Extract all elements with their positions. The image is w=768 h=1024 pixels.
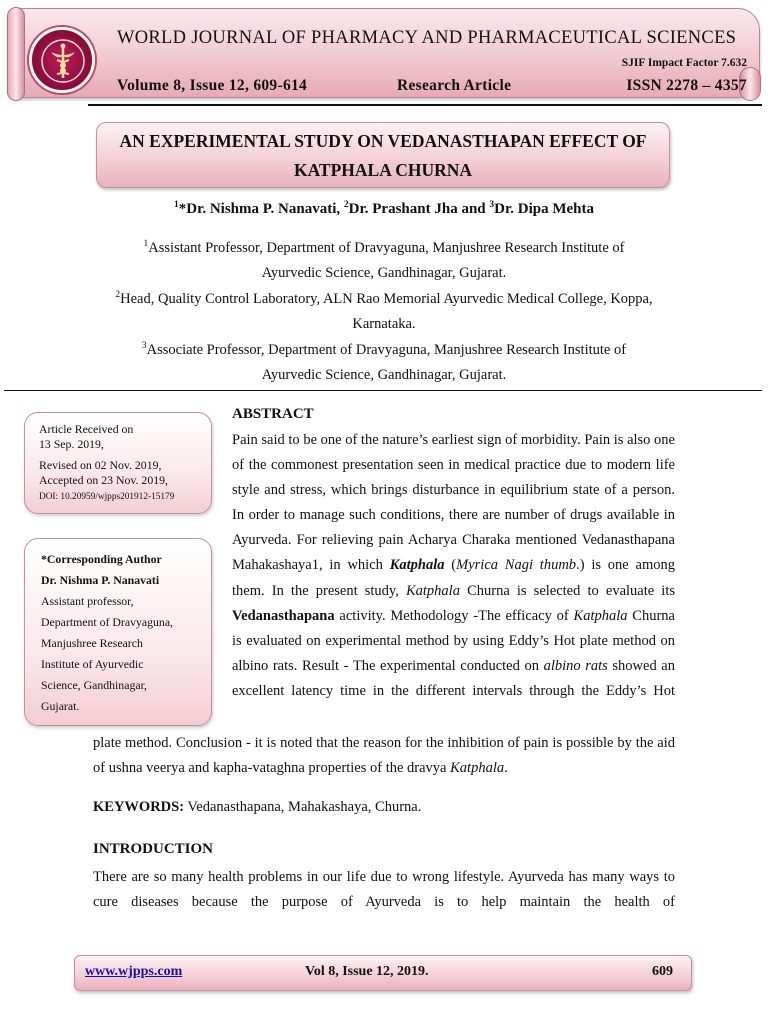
corresponding-author-line: Department of Dravyaguna, xyxy=(41,615,174,629)
header-divider xyxy=(88,104,762,106)
corresponding-author-line: Gujarat. xyxy=(41,699,80,713)
author-2: Dr. Prashant Jha and xyxy=(348,201,490,217)
abstract-fragment: activity. Methodology -The efficacy of xyxy=(334,607,574,624)
abstract-fragment: plate method. Conclusion - it is noted that the reason for the inhibition of pain is possible by the aid of ushna veerya and kapha-vataghna properties of the dravya xyxy=(93,735,675,777)
revised-date: Revised on 02 Nov. 2019, xyxy=(39,458,162,472)
abstract-term-vedanasthapana: Vedanasthapana xyxy=(232,607,335,624)
corresponding-author-line: Assistant professor, xyxy=(41,594,134,608)
abstract-term-katphala: Katphala xyxy=(450,760,505,777)
abstract-fragment: Churna is selected to evaluate its xyxy=(459,582,675,599)
page-footer xyxy=(74,955,692,991)
issn: ISSN 2278 – 4357 xyxy=(626,77,747,94)
abstract-text-narrow xyxy=(232,428,675,704)
abstract-fragment: Churna is evaluated on experimental method by using Eddy’s Hot plate method on albino rats. Result - The experimental conducted on xyxy=(232,607,675,674)
affiliation-2-sup: 2 xyxy=(115,290,121,300)
introduction-text: There are so many health problems in our life due to wrong lifestyle. Ayurveda has many ways to cure diseases because the purpose of Ayurveda is to help maintain the health of xyxy=(93,869,675,911)
affiliation-3-line-2: Ayurvedic Science, Gandhinagar, Gujarat. xyxy=(261,366,507,383)
author-1: *Dr. Nishma P. Nanavati, xyxy=(178,201,344,217)
corresponding-author-line: Science, Gandhinagar, xyxy=(41,678,147,692)
journal-logo xyxy=(29,27,95,93)
article-title-line-2: KATPHALA CHURNA xyxy=(293,160,473,180)
abstract-term-katphala: Katphala xyxy=(405,582,460,599)
article-title-box xyxy=(96,122,670,188)
corresponding-author-line: Manjushree Research xyxy=(41,636,143,650)
page-number: 609 xyxy=(652,964,673,979)
corresponding-author-name: Dr. Nishma P. Nanavati xyxy=(41,573,160,587)
introduction-heading: INTRODUCTION xyxy=(93,841,214,857)
affiliation-1 xyxy=(80,232,688,286)
affiliation-2-line-2: Karnataka. xyxy=(352,315,416,332)
section-divider xyxy=(4,390,762,391)
author-1-sup: 1 xyxy=(173,200,179,210)
affiliation-2-line-1: Head, Quality Control Laboratory, ALN Rao Memorial Ayurvedic Medical College, Koppa, xyxy=(120,290,653,307)
impact-factor: SJIF Impact Factor 7.632 xyxy=(621,57,747,69)
keywords-label: KEYWORDS: xyxy=(93,799,185,815)
abstract-text-wide xyxy=(93,731,675,781)
corresponding-author-box xyxy=(24,538,212,726)
affiliation-3 xyxy=(80,334,688,388)
abstract-heading: ABSTRACT xyxy=(232,406,314,422)
abstract-term-katphala: Katphala xyxy=(389,557,445,574)
abstract-fragment: Pain said to be one of the nature’s earliest sign of morbidity. Pain is also one of the commonest presentation seen in medical practice due to modern life style and stress, which brings disturbance in equilibrium state of a person. In order to manage such conditions, there are number of drugs available in Ayurveda. For relieving pain Acharya Charaka mentioned Vedanasthapana Mahakashaya1, in which xyxy=(232,432,675,574)
abstract-term-albino-rats: albino rats xyxy=(543,657,608,674)
journal-header-banner xyxy=(8,8,760,98)
doi[interactable]: DOI: 10.20959/wjpps201912-15179 xyxy=(39,492,175,502)
footer-volume: Vol 8, Issue 12, 2019. xyxy=(305,964,429,979)
abstract-fragment: . xyxy=(504,760,508,777)
abstract-fragment: ( xyxy=(444,557,457,574)
journal-title: WORLD JOURNAL OF PHARMACY AND PHARMACEUTICAL SCIENCES xyxy=(117,28,737,48)
abstract-fragment: .) is one among them. In the present study, xyxy=(232,557,675,599)
corresponding-author-line: Institute of Ayurvedic xyxy=(41,657,144,671)
keywords-text: Vedanasthapana, Mahakashaya, Churna. xyxy=(184,799,422,815)
author-3: Dr. Dipa Mehta xyxy=(494,201,594,217)
affiliation-2 xyxy=(80,283,688,337)
abstract-term-myrica: Myrica Nagi thumb xyxy=(456,557,577,574)
received-label: Article Received on xyxy=(39,422,134,436)
corresponding-author-label: *Corresponding Author xyxy=(41,552,162,566)
affiliation-1-line-1: Assistant Professor, Department of Dravyaguna, Manjushree Research Institute of xyxy=(148,239,625,256)
author-list xyxy=(0,200,768,218)
affiliation-1-sup: 1 xyxy=(143,239,149,249)
article-type: Research Article xyxy=(397,77,512,94)
article-title-line-1: AN EXPERIMENTAL STUDY ON VEDANASTHAPAN EFFECT OF xyxy=(119,131,647,151)
caduceus-icon xyxy=(40,38,86,84)
keywords xyxy=(93,799,421,816)
affiliation-3-sup: 3 xyxy=(141,341,147,351)
author-2-sup: 2 xyxy=(343,200,349,210)
article-dates-box xyxy=(24,412,212,514)
accepted-date: Accepted on 23 Nov. 2019, xyxy=(39,473,168,487)
affiliation-1-line-2: Ayurvedic Science, Gandhinagar, Gujarat. xyxy=(261,264,507,281)
received-date: 13 Sep. 2019, xyxy=(39,437,104,451)
volume-info: Volume 8, Issue 12, 609-614 xyxy=(117,77,308,94)
abstract-term-katphala: Katphala xyxy=(573,607,628,624)
scroll-roll-left xyxy=(7,7,25,101)
abstract-fragment: showed an excellent latency time in the different intervals through the Eddy’s Hot xyxy=(232,657,675,699)
author-3-sup: 3 xyxy=(489,200,495,210)
affiliation-3-line-1: Associate Professor, Department of Dravyaguna, Manjushree Research Institute of xyxy=(146,341,627,358)
journal-url-link[interactable]: www.wjpps.com xyxy=(85,964,183,979)
